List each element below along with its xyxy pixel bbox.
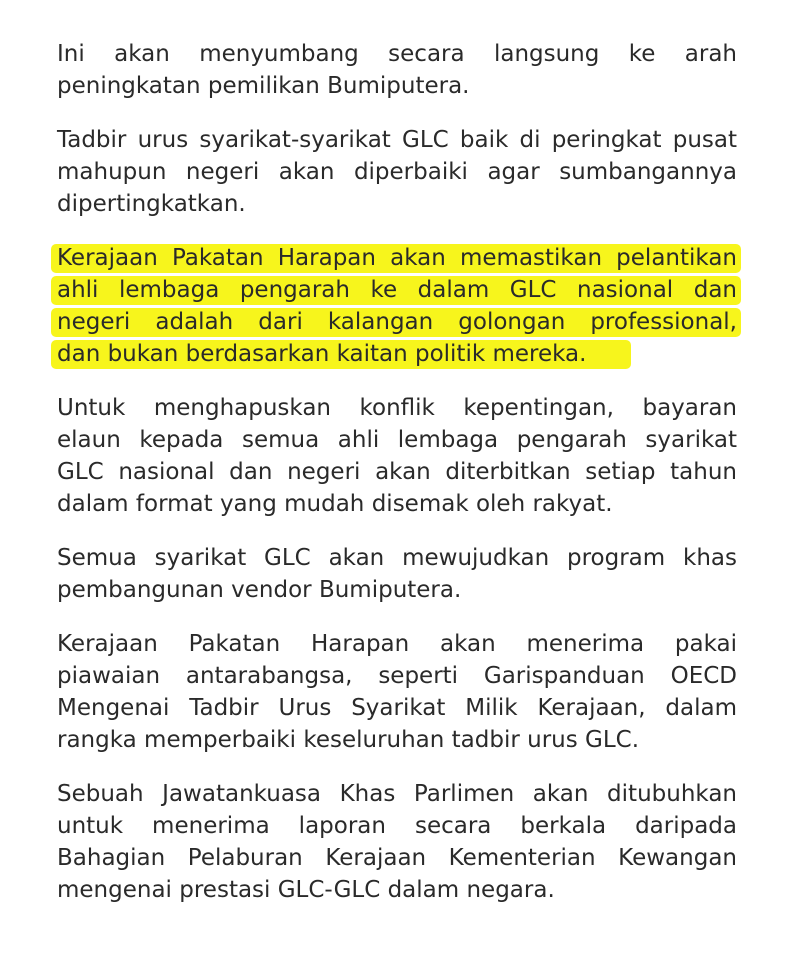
highlighted-text-line: ahli lembaga pengarah ke dalam GLC nasional dan [57,274,737,306]
paragraph-7 [57,778,737,906]
text-line: rangka memperbaiki keseluruhan tadbir urus GLC. [57,727,640,753]
text-line: Untuk menghapuskan konflik kepentingan, bayaran [57,395,737,421]
paragraph-1 [57,38,737,102]
document-body [57,38,737,928]
paragraph-6 [57,628,737,756]
highlighted-text-line: dan bukan berdasarkan kaitan politik mereka. [57,338,737,370]
text-line: Bahagian Pelaburan Kerajaan Kementerian Kewangan [57,845,737,871]
paragraph-2 [57,124,737,220]
paragraph-4 [57,392,737,520]
text-line: Semua syarikat GLC akan mewujudkan program khas [57,545,737,571]
highlighted-text-line: Kerajaan Pakatan Harapan akan memastikan pelantikan [57,242,737,274]
text-line: dipertingkatkan. [57,191,246,217]
paragraph-5 [57,542,737,606]
highlighted-paragraph [57,242,737,370]
text-line: GLC nasional dan negeri akan diterbitkan setiap tahun [57,459,737,485]
text-line: Ini akan menyumbang secara langsung ke arah [57,41,737,67]
text-line: dalam format yang mudah disemak oleh rakyat. [57,491,613,517]
text-line: mengenai prestasi GLC-GLC dalam negara. [57,877,555,903]
highlighted-text-line: negeri adalah dari kalangan golongan professional, [57,306,737,338]
text-line: pembangunan vendor Bumiputera. [57,577,462,603]
text-line: untuk menerima laporan secara berkala daripada [57,813,737,839]
text-line: mahupun negeri akan diperbaiki agar sumbangannya [57,159,737,185]
text-line: piawaian antarabangsa, seperti Garispanduan OECD [57,663,737,689]
text-line: Tadbir urus syarikat-syarikat GLC baik di peringkat pusat [57,127,737,153]
text-line: Mengenai Tadbir Urus Syarikat Milik Kerajaan, dalam [57,695,737,721]
text-line: Sebuah Jawatankuasa Khas Parlimen akan ditubuhkan [57,781,737,807]
text-line: peningkatan pemilikan Bumiputera. [57,73,470,99]
text-line: Kerajaan Pakatan Harapan akan menerima pakai [57,631,737,657]
text-line: elaun kepada semua ahli lembaga pengarah syarikat [57,427,737,453]
